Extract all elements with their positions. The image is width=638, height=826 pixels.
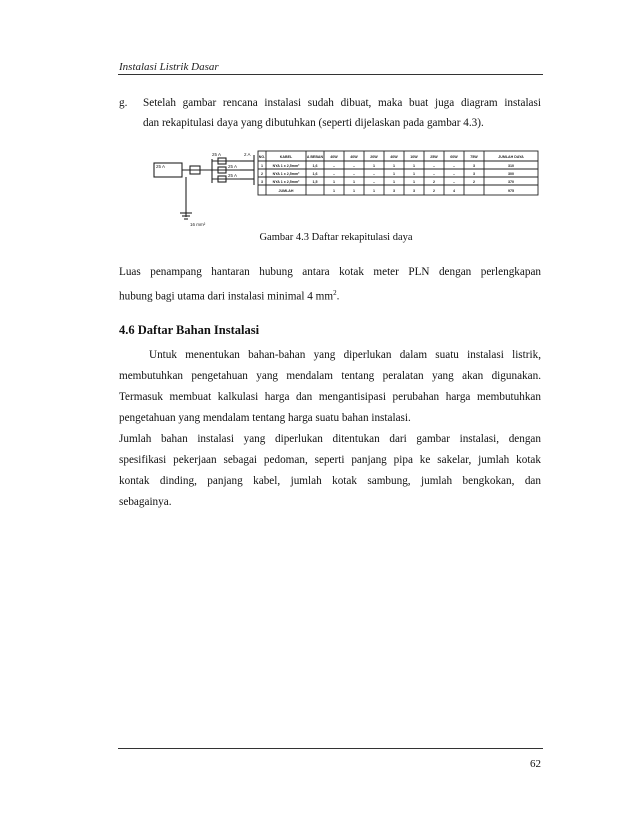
- table-cell: JUMLAH: [278, 189, 294, 193]
- table-cell: –: [373, 172, 375, 176]
- paragraph-line: pengetahuan yang mendalam tentang harga suatu bahan instalasi.: [119, 412, 411, 424]
- diagram-label-main-fuse: 25 A: [156, 164, 166, 169]
- table-cell: –: [353, 172, 355, 176]
- table-cell: 1: [393, 164, 395, 168]
- table-cell: –: [373, 180, 375, 184]
- table-cell: 975: [508, 189, 514, 193]
- figure-caption: Gambar 4.3 Daftar rekapitulasi daya: [259, 232, 413, 243]
- list-item-line-1: Setelah gambar rencana instalasi sudah dibuat, maka buat juga diagram instalasi: [143, 97, 541, 109]
- list-marker: g.: [119, 97, 128, 109]
- table-header-cell: NO.: [258, 155, 266, 159]
- table-header-cell: 60W: [450, 155, 458, 159]
- table-cell: 300: [508, 172, 514, 176]
- paragraph-line-text: Untuk menentukan bahan-bahan yang diperlukan dalam suatu instalasi listrik,: [149, 349, 541, 361]
- table-header-cell: 40W: [330, 155, 338, 159]
- diagram-label-f3: 25 A: [228, 173, 238, 178]
- diagram-label-f1: 25 A: [212, 152, 222, 157]
- table-cell: 310: [508, 164, 514, 168]
- table-header-cell: 40W: [350, 155, 358, 159]
- paragraph-conductor-area: [119, 262, 541, 308]
- table-cell: –: [333, 172, 335, 176]
- footer-rule: [118, 748, 543, 749]
- table-cell: 2: [261, 172, 263, 176]
- table-cell: 3: [413, 189, 415, 193]
- table-cell: 1: [353, 180, 355, 184]
- diagram-label-f2: 25 A: [228, 164, 238, 169]
- table-header-cell: KABEL: [279, 155, 293, 159]
- paragraph-line: [119, 345, 541, 366]
- table-cell: 1: [413, 172, 415, 176]
- table-cell: –: [433, 164, 435, 168]
- table-cell: 1: [373, 189, 375, 193]
- paragraph-line-2-end: .: [336, 290, 340, 303]
- list-item-line-2: dan rekapitulasi daya yang dibutuhkan (seperti dijelaskan pada gambar 4.3).: [143, 117, 484, 129]
- table-cell: 1: [333, 180, 335, 184]
- table-cell: 3: [261, 180, 263, 184]
- table-header-cell: 20W: [370, 155, 378, 159]
- list-item-text: [143, 93, 541, 133]
- table-cell: 2: [433, 180, 435, 184]
- table-cell: NYA 1 x 2,5mm²: [272, 180, 300, 184]
- page-number: 62: [530, 758, 541, 770]
- table-cell: 370: [508, 180, 514, 184]
- table-header-cell: JUMLAH DAYA: [498, 155, 524, 159]
- table-cell: –: [333, 164, 335, 168]
- table-cell: 1: [261, 164, 263, 168]
- table-cell: –: [453, 180, 455, 184]
- figure-image: [150, 147, 540, 227]
- running-header: Instalasi Listrik Dasar: [119, 61, 219, 73]
- table-cell: 4: [453, 189, 455, 193]
- table-cell: NYA 1 x 2,5mm²: [272, 172, 300, 176]
- table-cell: 1: [413, 180, 415, 184]
- section-heading: 4.6 Daftar Bahan Instalasi: [119, 323, 260, 337]
- paragraph-line: kontak dinding, panjang kabel, jumlah kotak sambung, jumlah bengkokan, dan: [119, 475, 541, 487]
- table-cell: –: [453, 164, 455, 168]
- superscript-2: 2: [333, 289, 337, 297]
- table-cell: –: [433, 172, 435, 176]
- table-header-cell: 40W: [390, 155, 398, 159]
- paragraph-line: Jumlah bahan instalasi yang diperlukan ditentukan dari gambar instalasi, dengan: [119, 433, 541, 445]
- table-cell: 1,6: [312, 164, 318, 168]
- diagram-label-out: 2 A: [244, 152, 251, 157]
- paragraph-line-2: [119, 283, 541, 308]
- table-header-cell: 10W: [410, 155, 418, 159]
- table-cell: –: [453, 172, 455, 176]
- paragraph-material-list: [119, 345, 541, 513]
- table-cell: 1: [353, 189, 355, 193]
- table-cell: 2: [433, 189, 435, 193]
- table-cell: 1: [413, 164, 415, 168]
- paragraph-line-2-text: hubung bagi utama dari instalasi minimal 4 mm: [119, 290, 334, 303]
- table-cell: 1,5: [312, 180, 318, 184]
- table-cell: 1: [393, 172, 395, 176]
- header-rule: [118, 74, 543, 75]
- table-cell: 2: [473, 180, 475, 184]
- diagram-label-ground: 16 mm²: [190, 222, 206, 227]
- table-cell: NYA 1 x 2,5mm²: [272, 164, 300, 168]
- paragraph-line: membutuhkan pengetahuan yang mendalam tentang peralatan yang akan digunakan.: [119, 370, 541, 382]
- table-cell: 3: [473, 172, 475, 176]
- table-header-cell: A BEBAN: [306, 155, 324, 159]
- table-cell: 1: [393, 180, 395, 184]
- table-cell: 3: [473, 164, 475, 168]
- list-item-g: [119, 93, 541, 133]
- paragraph-line: spesifikasi pekerjaan sebagai pedoman, seperti panjang pipa ke sakelar, jumlah kotak: [119, 454, 541, 466]
- table-cell: 1,6: [312, 172, 318, 176]
- paragraph-line-1: Luas penampang hantaran hubung antara kotak meter PLN dengan perlengkapan: [119, 266, 541, 278]
- table-cell: 1: [333, 189, 335, 193]
- figure-power-recap: [150, 147, 540, 227]
- recap-table-border: [258, 151, 538, 195]
- table-cell: –: [353, 164, 355, 168]
- paragraph-line: sebagainya.: [119, 496, 172, 508]
- paragraph-line: Termasuk membuat kalkulasi harga dan mengantisipasi perubahan harga membutuhkan: [119, 391, 541, 403]
- table-header-cell: 25W: [430, 155, 438, 159]
- table-header-cell: 75W: [470, 155, 478, 159]
- table-cell: 3: [393, 189, 395, 193]
- table-cell: 1: [373, 164, 375, 168]
